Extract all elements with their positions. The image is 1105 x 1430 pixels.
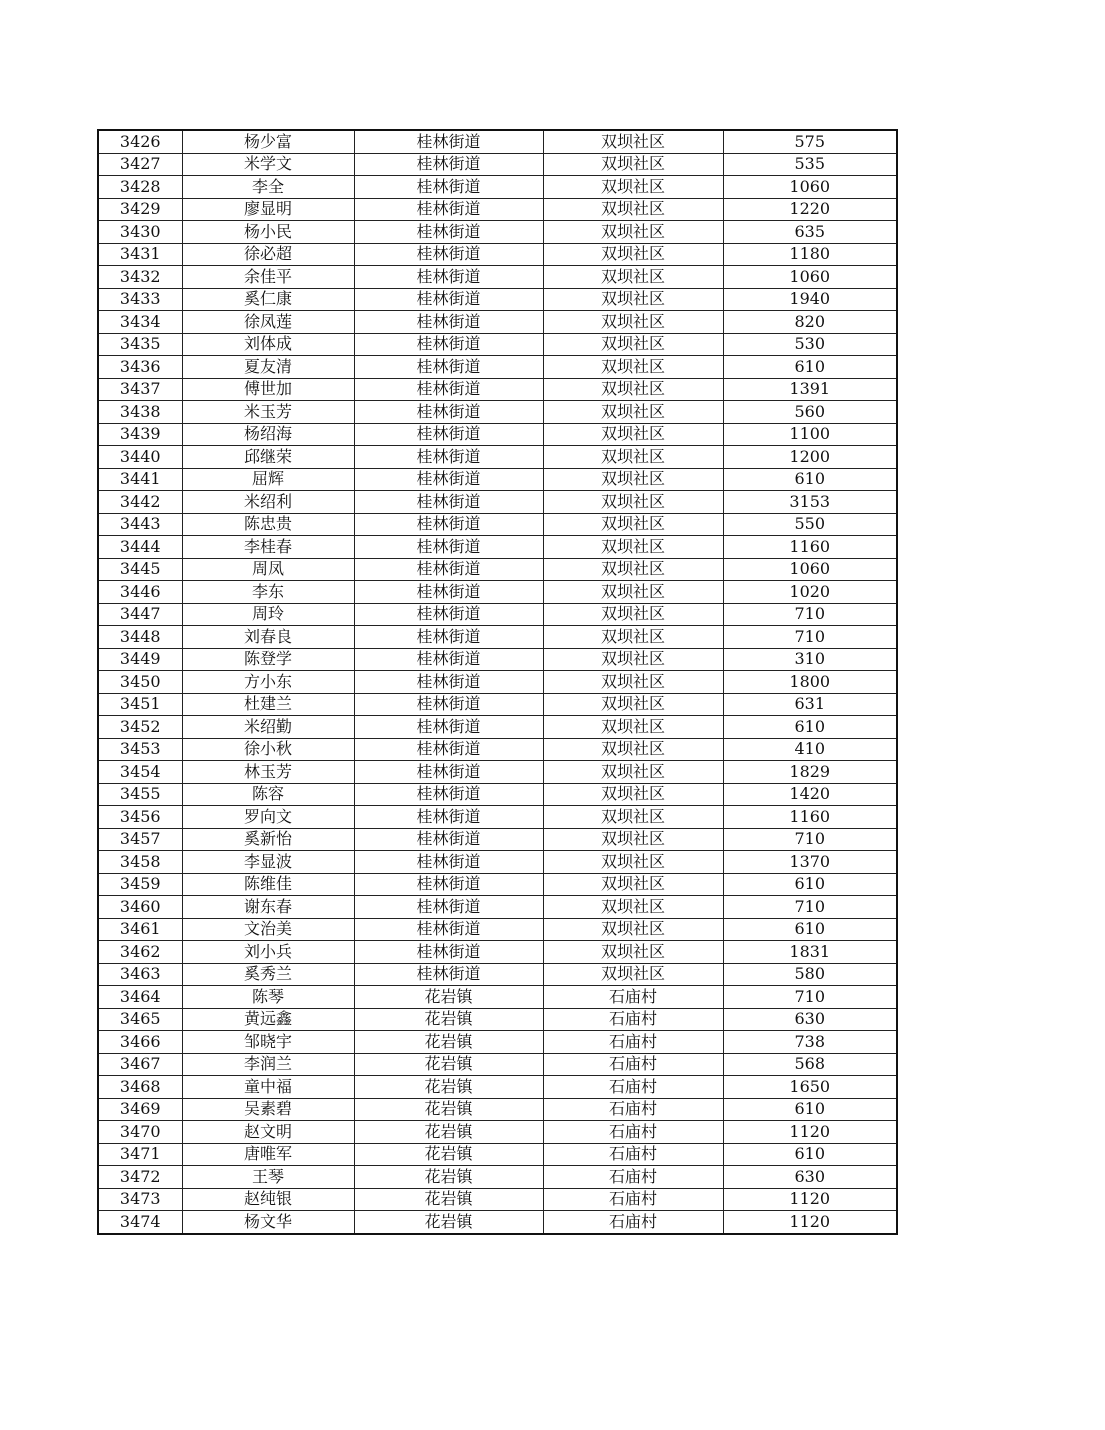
amount-cell: 1420 xyxy=(723,783,897,806)
row-number-cell: 3452 xyxy=(98,716,182,739)
town-cell: 桂林街道 xyxy=(354,153,543,176)
town-cell: 桂林街道 xyxy=(354,828,543,851)
community-cell: 双坝社区 xyxy=(543,603,723,626)
community-cell: 双坝社区 xyxy=(543,243,723,266)
row-number-cell: 3458 xyxy=(98,851,182,874)
name-cell: 黄远鑫 xyxy=(182,1008,354,1031)
row-number-cell: 3465 xyxy=(98,1008,182,1031)
community-cell: 双坝社区 xyxy=(543,176,723,199)
row-number-cell: 3426 xyxy=(98,130,182,153)
amount-cell: 610 xyxy=(723,873,897,896)
name-cell: 周玲 xyxy=(182,603,354,626)
table-row xyxy=(98,1076,897,1099)
name-cell: 米学文 xyxy=(182,153,354,176)
amount-cell: 710 xyxy=(723,626,897,649)
table-body xyxy=(98,130,897,1234)
row-number-cell: 3471 xyxy=(98,1143,182,1166)
row-number-cell: 3456 xyxy=(98,806,182,829)
table-row xyxy=(98,716,897,739)
town-cell: 桂林街道 xyxy=(354,738,543,761)
table-row xyxy=(98,1166,897,1189)
town-cell: 桂林街道 xyxy=(354,873,543,896)
town-cell: 花岩镇 xyxy=(354,1166,543,1189)
town-cell: 桂林街道 xyxy=(354,536,543,559)
amount-cell: 1160 xyxy=(723,536,897,559)
name-cell: 陈登学 xyxy=(182,648,354,671)
row-number-cell: 3447 xyxy=(98,603,182,626)
amount-cell: 631 xyxy=(723,693,897,716)
row-number-cell: 3464 xyxy=(98,986,182,1009)
amount-cell: 1370 xyxy=(723,851,897,874)
amount-cell: 1100 xyxy=(723,423,897,446)
name-cell: 傅世加 xyxy=(182,378,354,401)
name-cell: 邱继荣 xyxy=(182,446,354,469)
name-cell: 周凤 xyxy=(182,558,354,581)
row-number-cell: 3440 xyxy=(98,446,182,469)
name-cell: 赵纯银 xyxy=(182,1188,354,1211)
row-number-cell: 3430 xyxy=(98,221,182,244)
row-number-cell: 3441 xyxy=(98,468,182,491)
town-cell: 花岩镇 xyxy=(354,1121,543,1144)
name-cell: 刘体成 xyxy=(182,333,354,356)
table-row xyxy=(98,986,897,1009)
amount-cell: 1200 xyxy=(723,446,897,469)
name-cell: 李显波 xyxy=(182,851,354,874)
table-row xyxy=(98,1211,897,1234)
town-cell: 桂林街道 xyxy=(354,446,543,469)
town-cell: 桂林街道 xyxy=(354,198,543,221)
table-row xyxy=(98,1053,897,1076)
amount-cell: 630 xyxy=(723,1008,897,1031)
amount-cell: 1060 xyxy=(723,176,897,199)
row-number-cell: 3439 xyxy=(98,423,182,446)
table-row xyxy=(98,626,897,649)
amount-cell: 1800 xyxy=(723,671,897,694)
row-number-cell: 3473 xyxy=(98,1188,182,1211)
name-cell: 林玉芳 xyxy=(182,761,354,784)
amount-cell: 710 xyxy=(723,896,897,919)
amount-cell: 610 xyxy=(723,356,897,379)
town-cell: 花岩镇 xyxy=(354,1188,543,1211)
row-number-cell: 3448 xyxy=(98,626,182,649)
name-cell: 邹晓宇 xyxy=(182,1031,354,1054)
community-cell: 双坝社区 xyxy=(543,423,723,446)
community-cell: 双坝社区 xyxy=(543,513,723,536)
town-cell: 桂林街道 xyxy=(354,423,543,446)
town-cell: 花岩镇 xyxy=(354,1076,543,1099)
row-number-cell: 3450 xyxy=(98,671,182,694)
row-number-cell: 3428 xyxy=(98,176,182,199)
name-cell: 米玉芳 xyxy=(182,401,354,424)
amount-cell: 575 xyxy=(723,130,897,153)
community-cell: 双坝社区 xyxy=(543,491,723,514)
community-cell: 双坝社区 xyxy=(543,266,723,289)
town-cell: 桂林街道 xyxy=(354,603,543,626)
name-cell: 李东 xyxy=(182,581,354,604)
town-cell: 桂林街道 xyxy=(354,581,543,604)
row-number-cell: 3444 xyxy=(98,536,182,559)
row-number-cell: 3434 xyxy=(98,311,182,334)
name-cell: 唐唯军 xyxy=(182,1143,354,1166)
town-cell: 桂林街道 xyxy=(354,963,543,986)
community-cell: 双坝社区 xyxy=(543,761,723,784)
name-cell: 吴素碧 xyxy=(182,1098,354,1121)
community-cell: 石庙村 xyxy=(543,1053,723,1076)
community-cell: 双坝社区 xyxy=(543,536,723,559)
town-cell: 花岩镇 xyxy=(354,1031,543,1054)
town-cell: 桂林街道 xyxy=(354,491,543,514)
name-cell: 徐小秋 xyxy=(182,738,354,761)
table-row xyxy=(98,873,897,896)
table-row xyxy=(98,266,897,289)
community-cell: 石庙村 xyxy=(543,1008,723,1031)
amount-cell: 580 xyxy=(723,963,897,986)
table-row xyxy=(98,423,897,446)
town-cell: 桂林街道 xyxy=(354,783,543,806)
row-number-cell: 3432 xyxy=(98,266,182,289)
town-cell: 桂林街道 xyxy=(354,311,543,334)
amount-cell: 1829 xyxy=(723,761,897,784)
row-number-cell: 3469 xyxy=(98,1098,182,1121)
table-row xyxy=(98,536,897,559)
row-number-cell: 3446 xyxy=(98,581,182,604)
community-cell: 双坝社区 xyxy=(543,356,723,379)
community-cell: 石庙村 xyxy=(543,1076,723,1099)
town-cell: 花岩镇 xyxy=(354,1008,543,1031)
name-cell: 陈容 xyxy=(182,783,354,806)
community-cell: 双坝社区 xyxy=(543,941,723,964)
table-row xyxy=(98,648,897,671)
row-number-cell: 3467 xyxy=(98,1053,182,1076)
community-cell: 双坝社区 xyxy=(543,311,723,334)
table-row xyxy=(98,288,897,311)
amount-cell: 1391 xyxy=(723,378,897,401)
amount-cell: 738 xyxy=(723,1031,897,1054)
town-cell: 桂林街道 xyxy=(354,558,543,581)
town-cell: 桂林街道 xyxy=(354,356,543,379)
community-cell: 石庙村 xyxy=(543,1121,723,1144)
table-row xyxy=(98,693,897,716)
town-cell: 花岩镇 xyxy=(354,1098,543,1121)
table-row xyxy=(98,243,897,266)
name-cell: 杨小民 xyxy=(182,221,354,244)
amount-cell: 530 xyxy=(723,333,897,356)
table-row xyxy=(98,176,897,199)
amount-cell: 1831 xyxy=(723,941,897,964)
row-number-cell: 3427 xyxy=(98,153,182,176)
row-number-cell: 3437 xyxy=(98,378,182,401)
community-cell: 双坝社区 xyxy=(543,851,723,874)
row-number-cell: 3453 xyxy=(98,738,182,761)
amount-cell: 560 xyxy=(723,401,897,424)
row-number-cell: 3472 xyxy=(98,1166,182,1189)
amount-cell: 610 xyxy=(723,716,897,739)
table-row xyxy=(98,130,897,153)
community-cell: 双坝社区 xyxy=(543,401,723,424)
row-number-cell: 3433 xyxy=(98,288,182,311)
community-cell: 双坝社区 xyxy=(543,716,723,739)
community-cell: 双坝社区 xyxy=(543,806,723,829)
table-row xyxy=(98,333,897,356)
community-cell: 双坝社区 xyxy=(543,738,723,761)
name-cell: 童中福 xyxy=(182,1076,354,1099)
amount-cell: 710 xyxy=(723,828,897,851)
name-cell: 谢东春 xyxy=(182,896,354,919)
name-cell: 文治美 xyxy=(182,918,354,941)
amount-cell: 3153 xyxy=(723,491,897,514)
table-row xyxy=(98,468,897,491)
amount-cell: 610 xyxy=(723,918,897,941)
table-row xyxy=(98,783,897,806)
name-cell: 奚秀兰 xyxy=(182,963,354,986)
amount-cell: 610 xyxy=(723,1143,897,1166)
table-row xyxy=(98,401,897,424)
row-number-cell: 3463 xyxy=(98,963,182,986)
table-row xyxy=(98,1143,897,1166)
row-number-cell: 3449 xyxy=(98,648,182,671)
name-cell: 李全 xyxy=(182,176,354,199)
amount-cell: 1220 xyxy=(723,198,897,221)
amount-cell: 410 xyxy=(723,738,897,761)
row-number-cell: 3462 xyxy=(98,941,182,964)
amount-cell: 635 xyxy=(723,221,897,244)
amount-cell: 710 xyxy=(723,603,897,626)
name-cell: 王琴 xyxy=(182,1166,354,1189)
community-cell: 双坝社区 xyxy=(543,130,723,153)
amount-cell: 550 xyxy=(723,513,897,536)
name-cell: 陈维佳 xyxy=(182,873,354,896)
town-cell: 桂林街道 xyxy=(354,243,543,266)
row-number-cell: 3461 xyxy=(98,918,182,941)
table-row xyxy=(98,806,897,829)
community-cell: 双坝社区 xyxy=(543,693,723,716)
row-number-cell: 3457 xyxy=(98,828,182,851)
town-cell: 桂林街道 xyxy=(354,671,543,694)
community-cell: 双坝社区 xyxy=(543,288,723,311)
row-number-cell: 3454 xyxy=(98,761,182,784)
name-cell: 奚仁康 xyxy=(182,288,354,311)
name-cell: 陈忠贵 xyxy=(182,513,354,536)
town-cell: 桂林街道 xyxy=(354,130,543,153)
town-cell: 桂林街道 xyxy=(354,221,543,244)
row-number-cell: 3429 xyxy=(98,198,182,221)
community-cell: 石庙村 xyxy=(543,1166,723,1189)
town-cell: 桂林街道 xyxy=(354,266,543,289)
table-row xyxy=(98,671,897,694)
table-row xyxy=(98,603,897,626)
row-number-cell: 3459 xyxy=(98,873,182,896)
name-cell: 夏友清 xyxy=(182,356,354,379)
name-cell: 杜建兰 xyxy=(182,693,354,716)
name-cell: 陈琴 xyxy=(182,986,354,1009)
community-cell: 双坝社区 xyxy=(543,648,723,671)
amount-cell: 1940 xyxy=(723,288,897,311)
town-cell: 桂林街道 xyxy=(354,761,543,784)
table-row xyxy=(98,1008,897,1031)
community-cell: 双坝社区 xyxy=(543,153,723,176)
table-row xyxy=(98,761,897,784)
name-cell: 米绍利 xyxy=(182,491,354,514)
name-cell: 奚新怡 xyxy=(182,828,354,851)
community-cell: 石庙村 xyxy=(543,1098,723,1121)
town-cell: 桂林街道 xyxy=(354,401,543,424)
amount-cell: 1060 xyxy=(723,558,897,581)
name-cell: 徐凤莲 xyxy=(182,311,354,334)
table-row xyxy=(98,941,897,964)
table-row xyxy=(98,491,897,514)
name-cell: 杨少富 xyxy=(182,130,354,153)
community-cell: 双坝社区 xyxy=(543,918,723,941)
community-cell: 双坝社区 xyxy=(543,873,723,896)
data-table xyxy=(97,129,898,1235)
table-row xyxy=(98,513,897,536)
town-cell: 桂林街道 xyxy=(354,333,543,356)
table-row xyxy=(98,828,897,851)
community-cell: 双坝社区 xyxy=(543,896,723,919)
community-cell: 石庙村 xyxy=(543,1031,723,1054)
table-row xyxy=(98,738,897,761)
town-cell: 桂林街道 xyxy=(354,716,543,739)
amount-cell: 1120 xyxy=(723,1121,897,1144)
amount-cell: 630 xyxy=(723,1166,897,1189)
table-row xyxy=(98,153,897,176)
town-cell: 桂林街道 xyxy=(354,693,543,716)
town-cell: 桂林街道 xyxy=(354,468,543,491)
row-number-cell: 3460 xyxy=(98,896,182,919)
amount-cell: 610 xyxy=(723,1098,897,1121)
amount-cell: 1020 xyxy=(723,581,897,604)
name-cell: 刘春良 xyxy=(182,626,354,649)
town-cell: 桂林街道 xyxy=(354,851,543,874)
table-row xyxy=(98,1121,897,1144)
row-number-cell: 3445 xyxy=(98,558,182,581)
table-row xyxy=(98,581,897,604)
amount-cell: 1060 xyxy=(723,266,897,289)
amount-cell: 535 xyxy=(723,153,897,176)
row-number-cell: 3442 xyxy=(98,491,182,514)
community-cell: 双坝社区 xyxy=(543,626,723,649)
amount-cell: 1120 xyxy=(723,1188,897,1211)
community-cell: 双坝社区 xyxy=(543,581,723,604)
community-cell: 双坝社区 xyxy=(543,468,723,491)
community-cell: 双坝社区 xyxy=(543,446,723,469)
town-cell: 桂林街道 xyxy=(354,896,543,919)
row-number-cell: 3435 xyxy=(98,333,182,356)
row-number-cell: 3436 xyxy=(98,356,182,379)
name-cell: 李润兰 xyxy=(182,1053,354,1076)
amount-cell: 710 xyxy=(723,986,897,1009)
name-cell: 赵文明 xyxy=(182,1121,354,1144)
name-cell: 余佳平 xyxy=(182,266,354,289)
table-row xyxy=(98,221,897,244)
amount-cell: 1650 xyxy=(723,1076,897,1099)
row-number-cell: 3468 xyxy=(98,1076,182,1099)
town-cell: 桂林街道 xyxy=(354,626,543,649)
name-cell: 米绍勤 xyxy=(182,716,354,739)
amount-cell: 820 xyxy=(723,311,897,334)
name-cell: 徐必超 xyxy=(182,243,354,266)
row-number-cell: 3451 xyxy=(98,693,182,716)
amount-cell: 1160 xyxy=(723,806,897,829)
table-row xyxy=(98,896,897,919)
community-cell: 石庙村 xyxy=(543,1188,723,1211)
name-cell: 李桂春 xyxy=(182,536,354,559)
row-number-cell: 3431 xyxy=(98,243,182,266)
town-cell: 桂林街道 xyxy=(354,648,543,671)
table-row xyxy=(98,963,897,986)
community-cell: 双坝社区 xyxy=(543,378,723,401)
name-cell: 廖显明 xyxy=(182,198,354,221)
town-cell: 桂林街道 xyxy=(354,288,543,311)
community-cell: 双坝社区 xyxy=(543,963,723,986)
amount-cell: 568 xyxy=(723,1053,897,1076)
name-cell: 罗向文 xyxy=(182,806,354,829)
community-cell: 双坝社区 xyxy=(543,198,723,221)
town-cell: 花岩镇 xyxy=(354,986,543,1009)
table-row xyxy=(98,378,897,401)
row-number-cell: 3474 xyxy=(98,1211,182,1234)
amount-cell: 310 xyxy=(723,648,897,671)
table-row xyxy=(98,558,897,581)
data-table-container xyxy=(97,129,898,1235)
table-row xyxy=(98,446,897,469)
name-cell: 刘小兵 xyxy=(182,941,354,964)
community-cell: 双坝社区 xyxy=(543,783,723,806)
community-cell: 石庙村 xyxy=(543,986,723,1009)
community-cell: 双坝社区 xyxy=(543,828,723,851)
town-cell: 桂林街道 xyxy=(354,378,543,401)
community-cell: 石庙村 xyxy=(543,1143,723,1166)
town-cell: 桂林街道 xyxy=(354,941,543,964)
table-row xyxy=(98,851,897,874)
table-row xyxy=(98,1188,897,1211)
town-cell: 花岩镇 xyxy=(354,1211,543,1234)
table-row xyxy=(98,1098,897,1121)
row-number-cell: 3470 xyxy=(98,1121,182,1144)
town-cell: 花岩镇 xyxy=(354,1143,543,1166)
community-cell: 双坝社区 xyxy=(543,221,723,244)
row-number-cell: 3443 xyxy=(98,513,182,536)
town-cell: 桂林街道 xyxy=(354,918,543,941)
amount-cell: 1180 xyxy=(723,243,897,266)
table-row xyxy=(98,918,897,941)
name-cell: 方小东 xyxy=(182,671,354,694)
name-cell: 屈辉 xyxy=(182,468,354,491)
name-cell: 杨文华 xyxy=(182,1211,354,1234)
amount-cell: 1120 xyxy=(723,1211,897,1234)
table-row xyxy=(98,311,897,334)
table-row xyxy=(98,356,897,379)
community-cell: 双坝社区 xyxy=(543,671,723,694)
table-row xyxy=(98,198,897,221)
table-row xyxy=(98,1031,897,1054)
row-number-cell: 3466 xyxy=(98,1031,182,1054)
amount-cell: 610 xyxy=(723,468,897,491)
town-cell: 桂林街道 xyxy=(354,513,543,536)
town-cell: 花岩镇 xyxy=(354,1053,543,1076)
community-cell: 双坝社区 xyxy=(543,333,723,356)
community-cell: 石庙村 xyxy=(543,1211,723,1234)
community-cell: 双坝社区 xyxy=(543,558,723,581)
town-cell: 桂林街道 xyxy=(354,176,543,199)
town-cell: 桂林街道 xyxy=(354,806,543,829)
row-number-cell: 3455 xyxy=(98,783,182,806)
name-cell: 杨绍海 xyxy=(182,423,354,446)
row-number-cell: 3438 xyxy=(98,401,182,424)
